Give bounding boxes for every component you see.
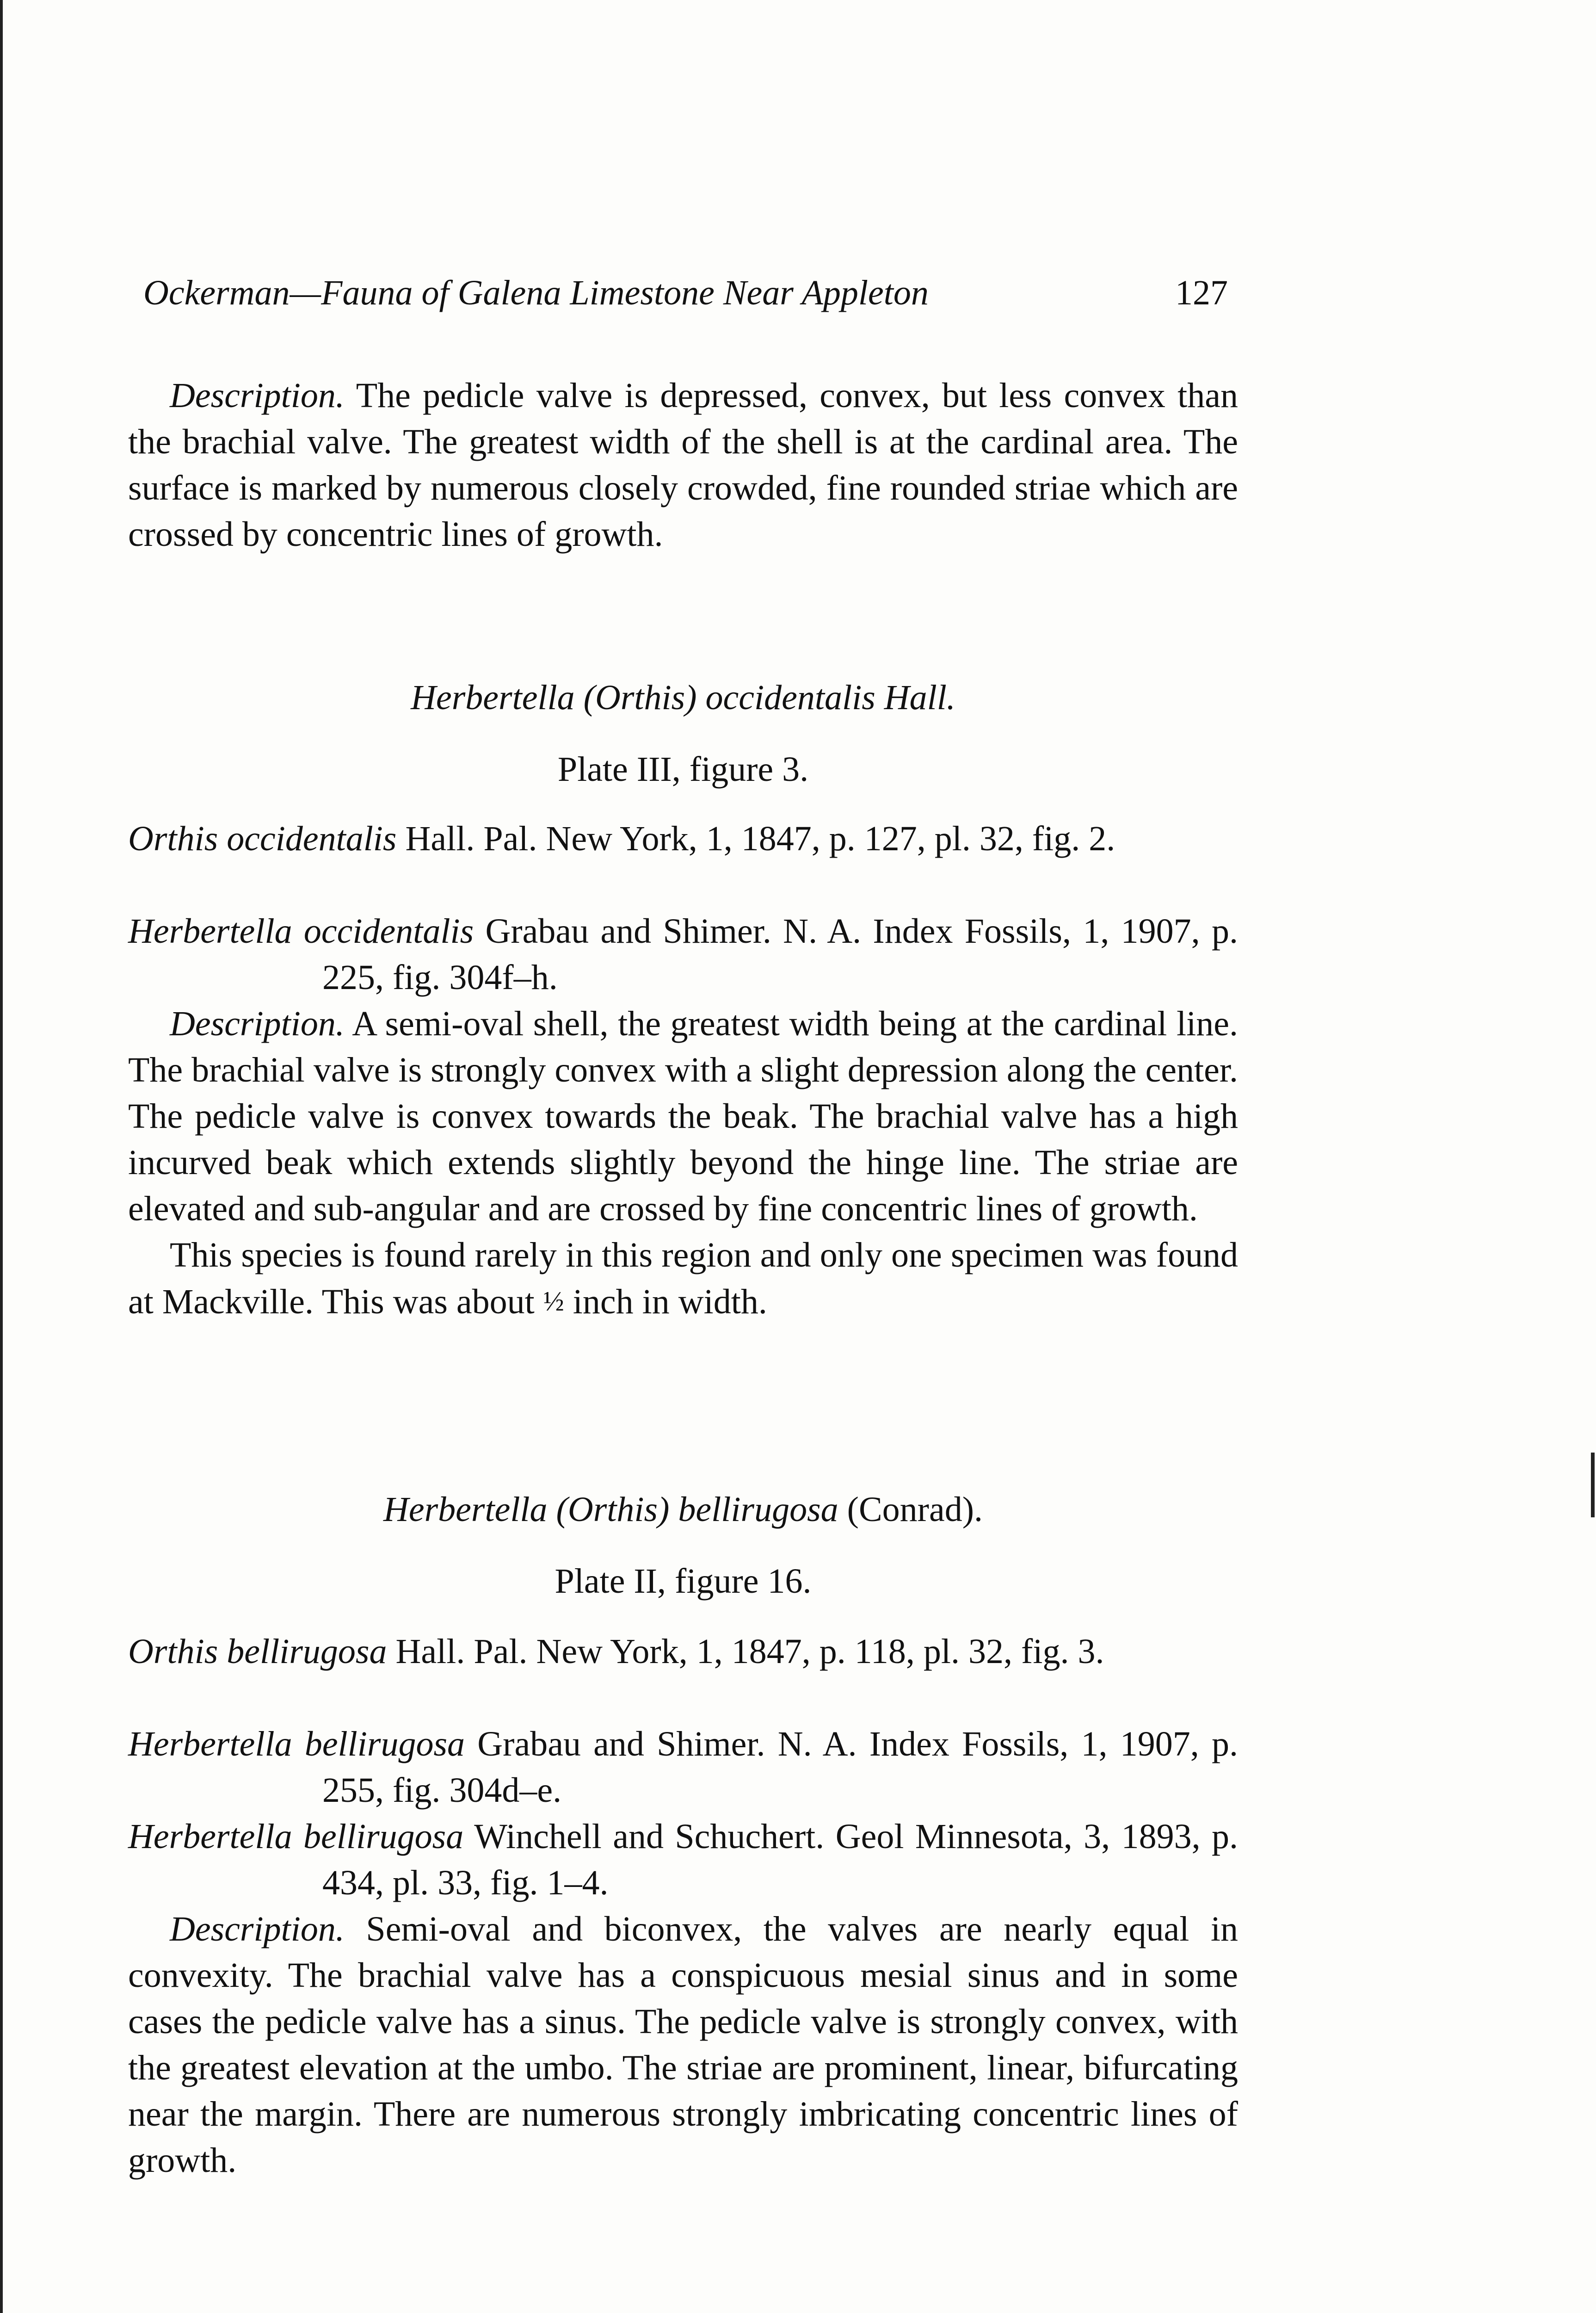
species2-ref-3 bbox=[128, 1813, 1238, 1906]
species2-ref-1 bbox=[128, 1628, 1238, 1675]
species1-description bbox=[128, 1001, 1238, 1325]
species1-desc-paragraph bbox=[128, 1001, 1238, 1232]
species2-desc-label: Description. bbox=[170, 1910, 345, 1948]
species2-desc-text: Semi-oval and biconvex, the valves are nearly equal in convexity. The brachial valve has a conspicuous mesial sinus and in some cases the pedicle valve has a sinus. The pedicle valve is strongly convex, with the greatest elevation at the umbo. The striae are prominent, linear, bifurcating near the margin. There are numerous strongly imbricating concentric lines of growth. bbox=[128, 1910, 1238, 2180]
intro-label: Description. bbox=[170, 376, 345, 415]
species2-ref-3-name: Herbertella bellirugosa bbox=[128, 1817, 464, 1856]
species1-plate: Plate III, figure 3. bbox=[557, 750, 809, 789]
species2-ref-1-name: Orthis bellirugosa bbox=[128, 1632, 387, 1671]
intro-paragraph bbox=[128, 372, 1238, 557]
species1-ref-1-citation: Hall. Pal. New York, 1, 1847, p. 127, pl. 32, fig. 2. bbox=[396, 819, 1115, 858]
species1-ref-1 bbox=[128, 816, 1238, 862]
species2-ref-2-citation: Grabau and Shimer. N. A. Index Fossils, 1, 1907, p. 255, fig. 304d–e. bbox=[322, 1725, 1238, 1810]
species1-desc-label: Description. bbox=[170, 1004, 345, 1043]
species2-ref-2 bbox=[128, 1721, 1238, 1813]
species1-ref-2 bbox=[128, 908, 1238, 1001]
page-number: 127 bbox=[1175, 273, 1228, 312]
species2-title-name: Herbertella (Orthis) bellirugosa bbox=[383, 1490, 838, 1529]
species1-title: Herbertella (Orthis) occidentalis Hall. bbox=[411, 678, 955, 717]
species2-ref-3-citation: Winchell and Schuchert. Geol Minnesota, 3, 1893, p. 434, pl. 33, fig. 1–4. bbox=[322, 1817, 1239, 1902]
species1-ref-2-name: Herbertella occidentalis bbox=[128, 912, 474, 951]
running-header bbox=[143, 273, 1228, 313]
species2-title bbox=[128, 1490, 1238, 1530]
intro-description bbox=[128, 372, 1238, 557]
species1-note-paragraph bbox=[128, 1232, 1238, 1325]
species1-ref-1-name: Orthis occidentalis bbox=[128, 819, 397, 858]
species1-note-after: inch in width. bbox=[564, 1282, 767, 1321]
species1-note-fraction: ½ bbox=[543, 1286, 564, 1317]
species2-plate: Plate II, figure 16. bbox=[555, 1562, 812, 1601]
species2-ref-2-name: Herbertella bellirugosa bbox=[128, 1725, 465, 1763]
species2-desc-paragraph bbox=[128, 1906, 1238, 2183]
species1-desc-text: A semi-oval shell, the greatest width being at the cardinal line. The brachial valve is strongly convex with a slight depression along the center. The pedicle valve is convex towards the beak. The brachial valve has a high incurved beak which extends slightly beyond the hinge line. The striae are elevated and sub-angular and are crossed by fine concentric lines of growth. bbox=[128, 1004, 1238, 1228]
scan-edge-right bbox=[1591, 1453, 1595, 1517]
running-title: Ockerman—Fauna of Galena Limestone Near Appleton bbox=[143, 273, 929, 312]
species2-ref-1-citation: Hall. Pal. New York, 1, 1847, p. 118, pl. 32, fig. 3. bbox=[387, 1632, 1104, 1671]
scan-edge-left bbox=[0, 0, 3, 2313]
species1-note-before: This species is found rarely in this region and only one specimen was found at Mackville. This was about bbox=[128, 1236, 1238, 1321]
intro-text: The pedicle valve is depressed, convex, but less convex than the brachial valve. The greatest width of the shell is at the cardinal area. The surface is marked by numerous closely crowded, fine rounded striae which are crossed by concentric lines of growth. bbox=[128, 376, 1238, 554]
species2-title-author: (Conrad). bbox=[838, 1490, 983, 1529]
species2-description bbox=[128, 1906, 1238, 2183]
species1-ref-2-citation: Grabau and Shimer. N. A. Index Fossils, 1, 1907, p. 225, fig. 304f–h. bbox=[322, 912, 1238, 997]
